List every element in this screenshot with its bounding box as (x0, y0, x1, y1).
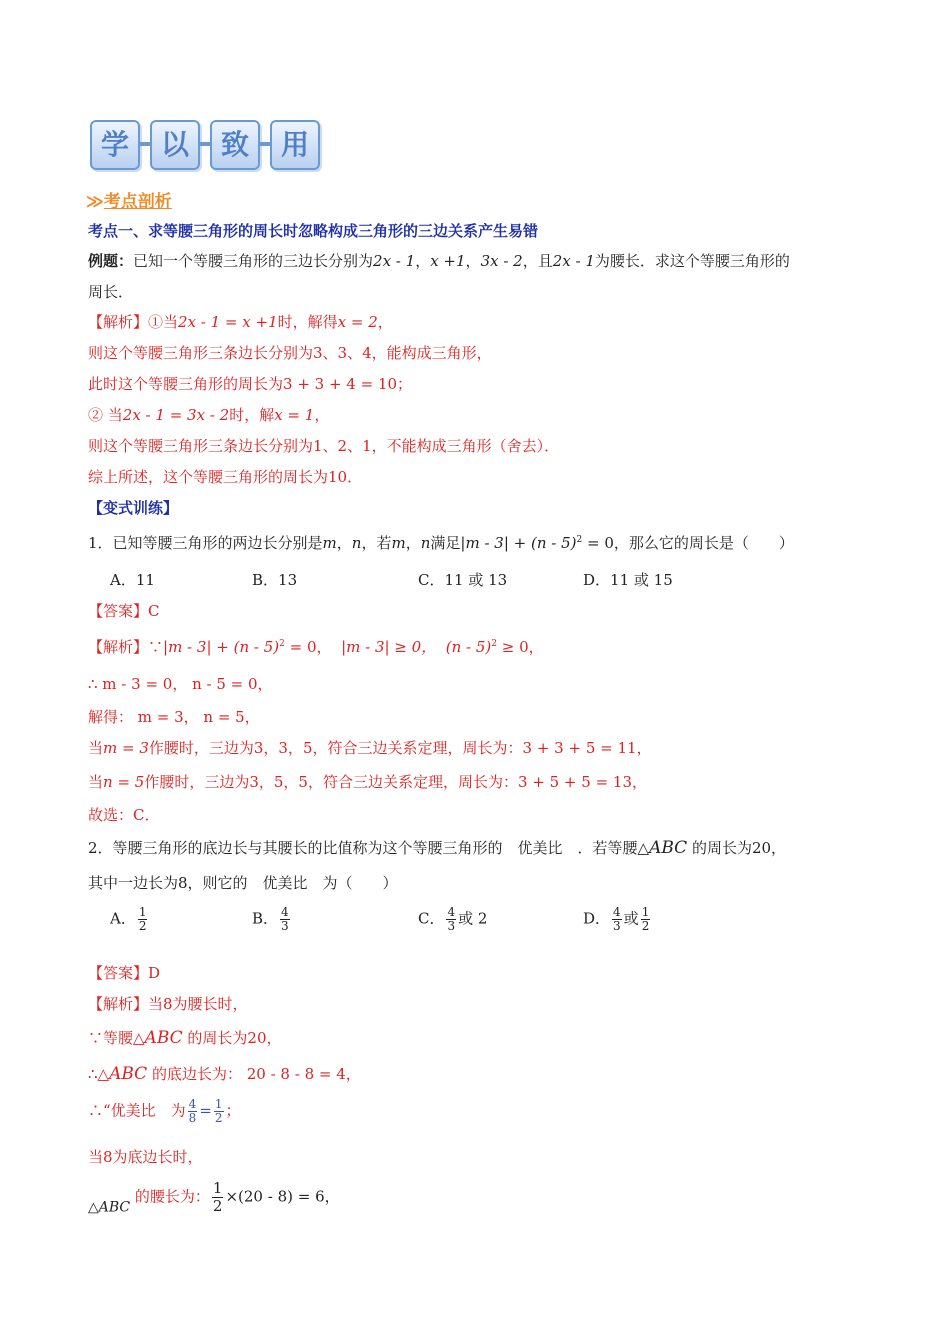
solution-line: ∴ m - 3 = 0， n - 5 = 0， (88, 675, 273, 693)
math-expr: |m - 3| + (n - 5) (163, 638, 280, 656)
fraction (280, 906, 290, 933)
denominator: 2 (212, 1197, 223, 1215)
numerator: 1 (214, 1097, 223, 1111)
denominator: 3 (613, 919, 621, 933)
solution-line (88, 1180, 340, 1216)
math-expr: m = 3 (103, 739, 149, 757)
fraction (641, 906, 651, 933)
answer-2: 【答案】D (88, 964, 161, 982)
example-label: 例题： (88, 252, 134, 270)
solution-line (88, 771, 647, 792)
math-expr: x +1 (430, 252, 466, 270)
option-letter: A． (110, 909, 136, 928)
fraction (188, 1098, 198, 1125)
option-letter: C． (418, 909, 445, 928)
superscript: 2 (279, 639, 285, 649)
superscript: 2 (576, 535, 583, 545)
solution-line: 当8为底边长时， (88, 1148, 203, 1166)
math-expr: n = 5 (103, 773, 145, 791)
text: 的周长为20， (687, 839, 787, 857)
math-var: △ABC (88, 1199, 131, 1216)
question-1-stem (88, 532, 794, 553)
option-text: 11 或 13 (444, 571, 508, 589)
math-expr: |m - 3| ≥ 0， (341, 638, 437, 656)
question-2-stem: 其中一边长为8，则它的 优美比 为（ ） (88, 874, 398, 892)
denominator: 3 (281, 919, 289, 933)
denominator: 3 (447, 919, 456, 933)
math-expr: ≥ 0， (497, 638, 544, 656)
math-expr: 3 + 5 + 5 = 13 (517, 773, 632, 791)
text: 的腰长为： (130, 1187, 210, 1206)
solution-line (88, 1063, 361, 1084)
math-expr: 2x - 1 = x +1 (178, 313, 278, 331)
option-a[interactable] (110, 569, 155, 590)
logo-char-1: 学 (90, 120, 140, 170)
equals: = (199, 1101, 212, 1120)
example-text: 已知一个等腰三角形的三边长分别为 (133, 252, 374, 270)
text: ，那么它的周长是（ ） (613, 534, 794, 552)
math-var: ABC (109, 1064, 148, 1084)
text: 作腰时，三边为3，3，5，符合三边关系定理，周长为： (148, 739, 523, 757)
text: 时，解得 (277, 313, 338, 331)
text: 作腰时，三边为3，5，5，符合三边关系定理，周长为： (144, 773, 518, 791)
example-line-2: 周长． (88, 283, 134, 301)
text: ∵等腰△ (88, 1029, 145, 1047)
math-var: n (351, 534, 362, 552)
text: ； (225, 1101, 241, 1120)
option-d[interactable] (583, 906, 652, 933)
fraction (446, 906, 456, 933)
denominator: 2 (214, 1111, 223, 1125)
math-expr: (n - 5) (445, 638, 492, 656)
solution-line: 则这个等腰三角形三条边长分别为3、3、4，能构成三角形， (88, 344, 492, 362)
option-d[interactable] (583, 569, 673, 590)
text: 此时这个等腰三角形的周长为 (88, 375, 284, 393)
math-var: ABC (649, 838, 688, 858)
option-letter: D． (583, 571, 611, 589)
option-letter: B． (252, 571, 279, 589)
sep: ， (465, 252, 481, 270)
math-expr: = 0 (582, 534, 614, 552)
example-text: 为腰长．求这个等腰三角形的 (594, 252, 790, 270)
topic-title: 考点一、求等腰三角形的周长时忽略构成三角形的三边关系产生易错 (88, 222, 539, 240)
option-c[interactable] (418, 906, 487, 933)
numerator: 4 (613, 905, 621, 919)
question-2-stem (88, 837, 786, 858)
text: ∴“优美比 为 (88, 1101, 186, 1120)
text: ， (405, 534, 421, 552)
option-b[interactable] (252, 906, 292, 933)
option-letter: C． (418, 571, 445, 589)
option-c[interactable] (418, 569, 507, 590)
solution-line (88, 1027, 282, 1048)
solution-line (88, 1098, 241, 1125)
math-expr: 2x - 1 = 3x - 2 (122, 406, 230, 424)
solution-line (88, 311, 393, 332)
text: 2．等腰三角形的底边长与其腰长的比值称为这个等腰三角形的 优美比 ．若等腰△ (88, 839, 650, 857)
text: ， (636, 739, 652, 757)
answer-1: 【答案】C (88, 602, 160, 620)
solution-line: 综上所述，这个等腰三角形的周长为10． (88, 468, 363, 486)
numerator: 1 (212, 1179, 223, 1197)
solution-line: 【解析】当8为腰长时， (88, 995, 248, 1013)
math-var: m (322, 534, 337, 552)
denominator: 2 (641, 919, 650, 933)
text: 当 (88, 739, 104, 757)
numerator: 1 (641, 905, 650, 919)
text: ， (314, 406, 330, 424)
text: ； (397, 375, 413, 393)
sep: ， (415, 252, 431, 270)
math-expr: x = 2 (337, 313, 378, 331)
fraction (214, 1098, 224, 1125)
fraction (212, 1180, 224, 1215)
denominator: 2 (138, 919, 147, 933)
text: ， (377, 313, 393, 331)
denominator: 8 (188, 1111, 197, 1125)
text: 【解析】①当 (88, 313, 179, 331)
text: 【解析】∵ (88, 638, 164, 656)
math-var: n (420, 534, 431, 552)
option-a[interactable] (110, 906, 149, 933)
text: 时，解 (229, 406, 275, 424)
option-text: 13 (278, 571, 298, 589)
logo-char-2: 以 (150, 120, 200, 170)
text: ，若 (361, 534, 392, 552)
text: ， (632, 773, 648, 791)
example-text: ，且 (522, 252, 553, 270)
math-expr: = 0， (284, 638, 332, 656)
math-var: m (391, 534, 406, 552)
solution-line (88, 636, 544, 657)
solution-line (88, 737, 652, 758)
text: ② 当 (88, 406, 123, 424)
section-heading (86, 187, 172, 212)
numerator: 4 (447, 905, 456, 919)
option-letter: A． (110, 571, 136, 589)
text: 的周长为20， (182, 1029, 282, 1047)
math-expr: x = 1 (274, 406, 315, 424)
text: 的底边长为： 20 - 8 - 8 = 4， (147, 1065, 361, 1083)
math-expr: |m - 3| + (n - 5) (460, 534, 577, 552)
numerator: 4 (281, 905, 289, 919)
section-logo (90, 116, 320, 172)
text: ∴△ (88, 1065, 110, 1083)
solution-line: 故选：C． (88, 806, 160, 824)
numerator: 1 (138, 905, 147, 919)
math-expr: 2x - 1 (552, 252, 595, 270)
logo-char-4: 用 (270, 120, 320, 170)
superscript: 2 (491, 639, 497, 649)
math-expr: ×(20 - 8) = 6， (225, 1187, 340, 1206)
option-letter: D． (583, 909, 611, 928)
math-var: ABC (144, 1028, 183, 1048)
example-line-1 (88, 250, 790, 271)
fraction (612, 906, 622, 933)
option-b[interactable] (252, 569, 297, 590)
text: 满足 (430, 534, 461, 552)
option-letter: B． (252, 909, 279, 928)
fraction (138, 906, 148, 933)
variant-title: 【变式训练】 (88, 499, 179, 517)
option-text: 11 (135, 571, 155, 589)
solution-line (88, 404, 329, 425)
section-title: 考点剖析 (103, 192, 172, 212)
math-expr: 3 + 3 + 5 = 11 (522, 739, 637, 757)
text: 1．已知等腰三角形的两边长分别是 (88, 534, 323, 552)
solution-line: 解得： m = 3， n = 5， (88, 708, 260, 726)
math-expr: 2x - 1 (373, 252, 416, 270)
option-text: 或 (623, 909, 639, 928)
option-text: 11 或 15 (610, 571, 673, 589)
text: 当 (88, 773, 104, 791)
math-expr: 3 + 3 + 4 = 10 (283, 375, 398, 393)
numerator: 4 (188, 1097, 197, 1111)
logo-char-3: 致 (210, 120, 260, 170)
solution-line: 则这个等腰三角形三条边长分别为1、2、1，不能构成三角形（舍去）． (88, 437, 560, 455)
text: ， (336, 534, 352, 552)
solution-line (88, 373, 412, 394)
option-text: 或 2 (458, 909, 488, 928)
math-expr: 3x - 2 (480, 252, 523, 270)
double-arrow-icon: ≫ (86, 192, 104, 212)
